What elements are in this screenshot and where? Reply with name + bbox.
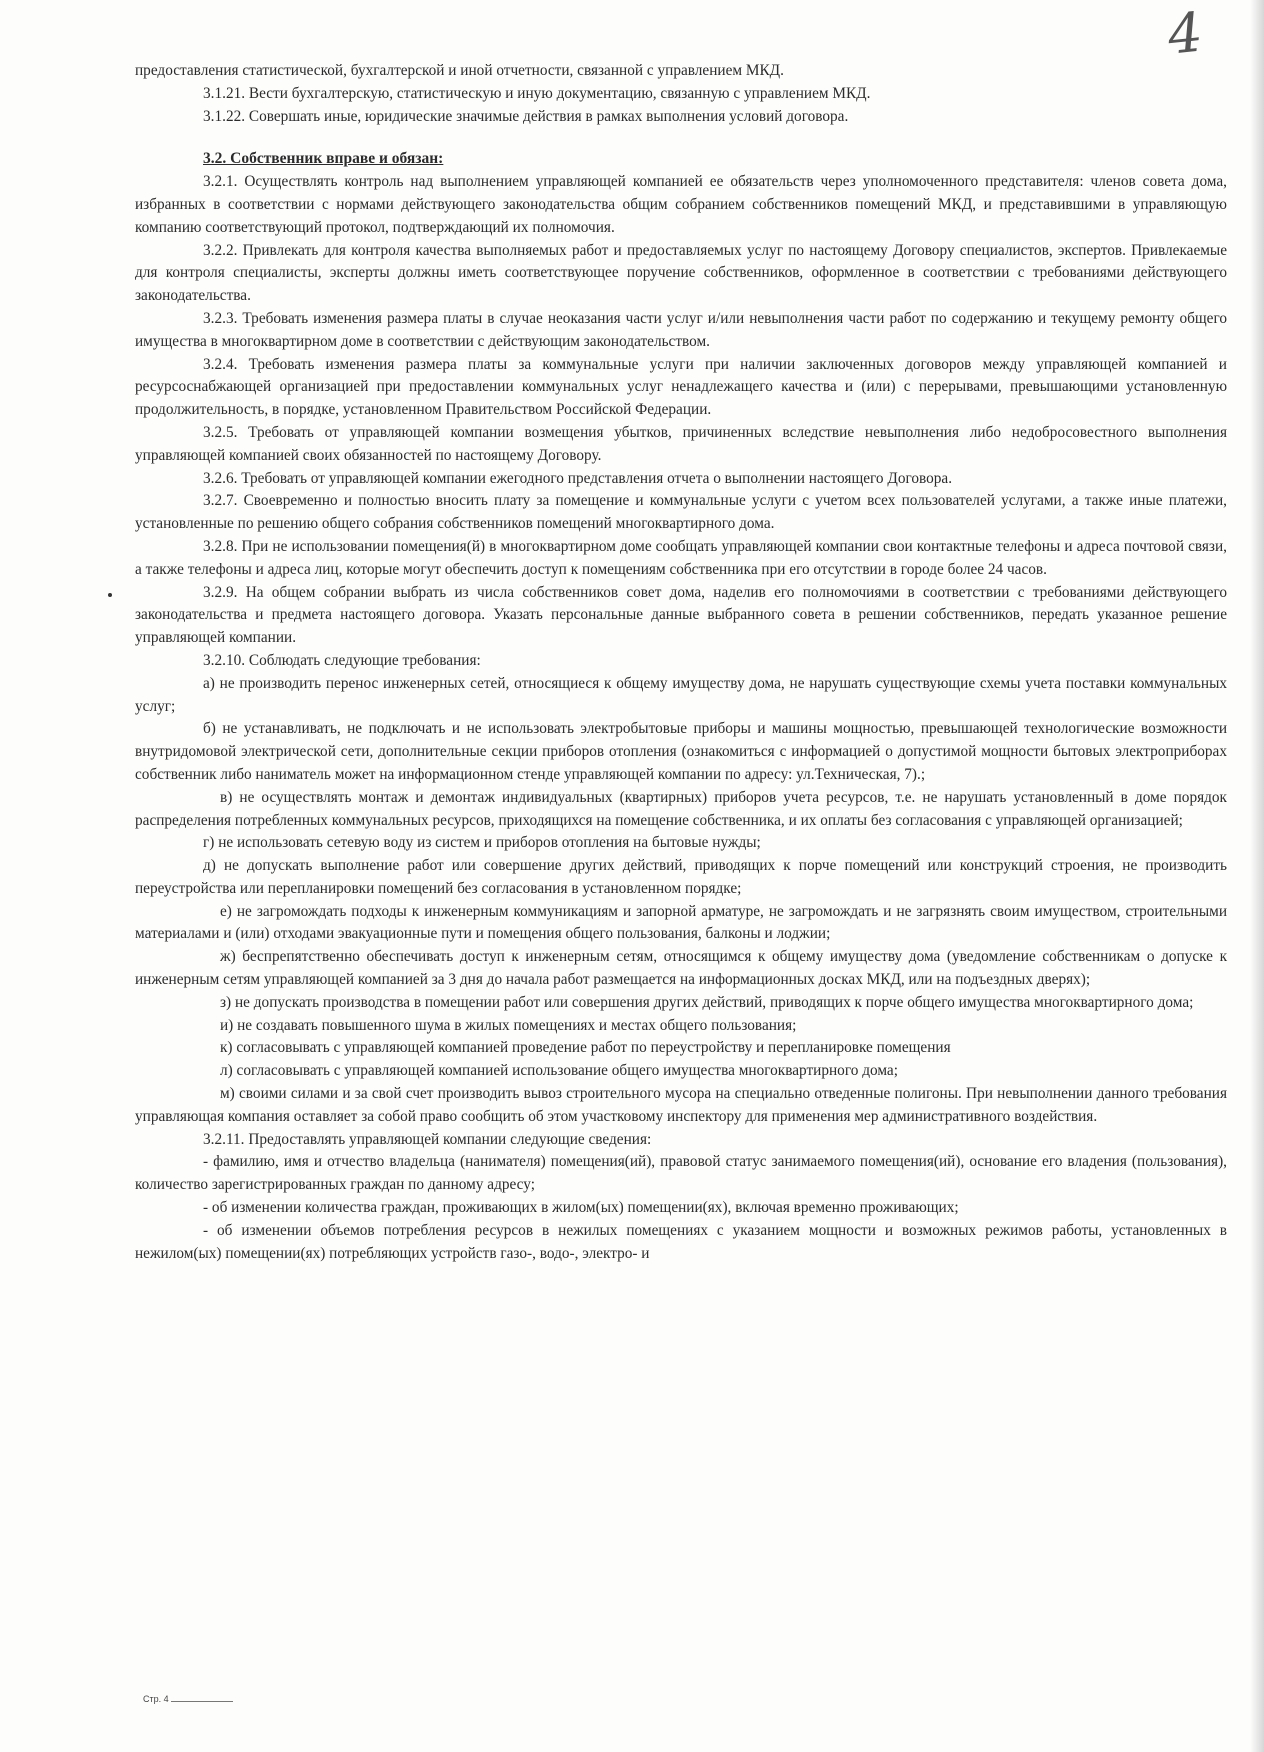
document-body bbox=[135, 60, 1227, 1265]
footer-underline bbox=[171, 1701, 233, 1702]
info-item: - об изменении объемов потребления ресурсов в нежилых помещениях с указанием мощности и возможных режимов работы, установленных в нежилом(ых) помещении(ях) потребляющих устройств газо-, водо-, электро- и bbox=[135, 1221, 1227, 1262]
paragraph: 3.2.5. Требовать от управляющей компании возмещения убытков, причиненных вследствие невыполнения либо недобросовестного выполнения управляющей компанией своих обязанностей по настоящему Договору. bbox=[135, 423, 1227, 464]
paragraph: 3.1.22. Совершать иные, юридические значимые действия в рамках выполнения условий договора. bbox=[203, 107, 849, 125]
paragraph: 3.2.1. Осуществлять контроль над выполнением управляющей компанией ее обязательств через уполномоченного представителя: членов совета дома, избранных в соответствии с нормами действующего законодательства общим собранием собственников помещений МКД, и представившими в управляющую компанию соответствующий протокол, подтверждающий их полномочия. bbox=[135, 173, 1227, 236]
requirement-item: л) согласовывать с управляющей компанией использование общего имущества многоквартирного дома; bbox=[220, 1062, 898, 1080]
requirement-item: е) не загромождать подходы к инженерным коммуникациям и запорной арматуре, не загромождать и не загрязнять своим имуществом, строительными материалами и (или) отходами эвакуационные пути и помещения общего пользования, балконы и лоджии; bbox=[135, 902, 1227, 943]
info-item: - фамилию, имя и отчество владельца (нанимателя) помещения(ий), правовой статус занимаемого помещения(ий), основание его владения (пользования), количество зарегистрированных граждан по данному адресу; bbox=[135, 1153, 1227, 1194]
paragraph: 3.2.10. Соблюдать следующие требования: bbox=[203, 651, 481, 669]
requirement-item: ж) беспрепятственно обеспечивать доступ к инженерным сетям, относящимся к общему имуществу дома (уведомление собственникам о допуске к инженерным сетям управляющей компанией за 3 дня до начала работ размещается на информационных досках МКД, или на подъездных дверях); bbox=[135, 948, 1227, 989]
paragraph: 3.2.3. Требовать изменения размера платы в случае неоказания части услуг и/или невыполнения части работ по содержанию и текущему ремонту общего имущества в многоквартирном доме в соответствии с действующим законодательством. bbox=[135, 309, 1227, 350]
handwritten-page-number: 4 bbox=[1164, 0, 1206, 67]
paragraph: 3.2.4. Требовать изменения размера платы за коммунальные услуги при наличии заключенных договоров между управляющей компанией и ресурсоснабжающей организацией при предоставлении коммунальных услуг ненадлежащего качества и (или) с перерывами, превышающими установленную продолжительность, в порядке, установленном Правительством Российской Федерации. bbox=[135, 355, 1227, 419]
paragraph: предоставления статистической, бухгалтерской и иной отчетности, связанной с управлением МКД. bbox=[135, 62, 784, 79]
info-item: - об изменении количества граждан, проживающих в жилом(ых) помещении(ях), включая временно проживающих; bbox=[203, 1199, 959, 1217]
scan-edge-shadow bbox=[1250, 0, 1264, 1752]
paragraph: 3.2.7. Своевременно и полностью вносить плату за помещение и коммунальные услуги с учетом всех пользователей услугами, а также иные платежи, установленные по решению общего собрания собственников помещений многоквартирного дома. bbox=[135, 492, 1227, 533]
paragraph: 3.2.2. Привлекать для контроля качества выполняемых работ и предоставляемых услуг по настоящему Договору специалистов, экспертов. Привлекаемые для контроля специалисты, эксперты должны иметь соответствующее поручение собственников, оформленное в соответствии с требованиями действующего законодательства. bbox=[135, 241, 1227, 305]
paragraph: 3.1.21. Вести бухгалтерскую, статистическую и иную документацию, связанную с управлением МКД. bbox=[203, 84, 871, 102]
requirement-item: к) согласовывать с управляющей компанией проведение работ по переустройству и перепланировке помещения bbox=[220, 1039, 951, 1057]
requirement-item: г) не использовать сетевую воду из систем и приборов отопления на бытовые нужды; bbox=[203, 834, 761, 852]
requirement-item: и) не создавать повышенного шума в жилых помещениях и местах общего пользования; bbox=[220, 1016, 797, 1034]
scan-speck bbox=[108, 593, 112, 597]
paragraph: 3.2.9. На общем собрании выбрать из числа собственников совет дома, наделив его полномочиями в соответствии с требованиями действующего законодательства и предмета настоящего договора. Указать персональные данные выбранного совета в решении собственников, передать указанное решение управляющей компании. bbox=[135, 583, 1227, 647]
paragraph: 3.2.11. Предоставлять управляющей компании следующие сведения: bbox=[203, 1130, 652, 1148]
paragraph: 3.2.6. Требовать от управляющей компании ежегодного представления отчета о выполнении настоящего Договора. bbox=[203, 469, 953, 487]
footer-page-label: Стр. 4 bbox=[143, 1694, 169, 1704]
page-footer bbox=[143, 1694, 233, 1704]
requirement-item: д) не допускать выполнение работ или совершение других действий, приводящих к порче помещений или конструкций строения, не производить переустройства или перепланировки помещений без согласования в установленном порядке; bbox=[135, 857, 1227, 897]
requirement-item: а) не производить перенос инженерных сетей, относящиеся к общему имуществу дома, не нарушать существующие схемы учета поставки коммунальных услуг; bbox=[135, 674, 1227, 715]
requirement-item: б) не устанавливать, не подключать и не использовать электробытовые приборы и машины мощностью, превышающей технологические возможности внутридомовой электрической сети, дополнительные секции приборов отопления (ознакомиться с информацией о допустимой мощности бытовых электроприборах собственник либо наниматель может на информационном стенде управляющей компании по адресу: ул.Техническая, 7).; bbox=[135, 720, 1227, 783]
requirement-item: м) своими силами и за свой счет производить вывоз строительного мусора на специально отведенные полигоны. При невыполнении данного требования управляющая компания оставляет за собой право сообщить об этом участковому инспектору для применения мер административного воздействия. bbox=[135, 1085, 1227, 1125]
section-heading: 3.2. Собственник вправе и обязан: bbox=[203, 150, 444, 168]
requirement-item: в) не осуществлять монтаж и демонтаж индивидуальных (квартирных) приборов учета ресурсов, т.е. не нарушать установленный в доме порядок распределения потребленных коммунальных ресурсов, приходящихся на помещение собственника, и их оплаты без согласования с управляющей организацией; bbox=[135, 788, 1227, 829]
requirement-item: з) не допускать производства в помещении работ или совершения других действий, приводящих к порче общего имущества многоквартирного дома; bbox=[220, 993, 1194, 1011]
paragraph: 3.2.8. При не использовании помещения(й) в многоквартирном доме сообщать управляющей компании свои контактные телефоны и адреса почтовой связи, а также телефоны и адреса лиц, которые могут обеспечить доступ к помещениям собственника при его отсутствии в городе более 24 часов. bbox=[135, 537, 1227, 578]
